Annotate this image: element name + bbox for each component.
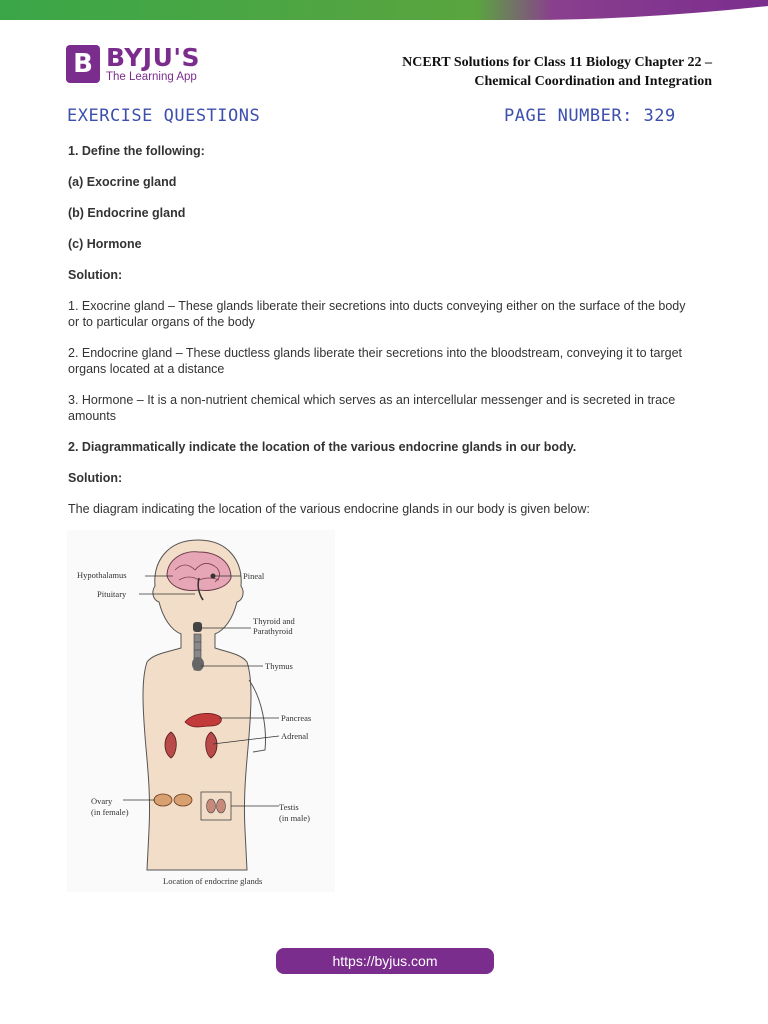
footer-url-link[interactable]: https://byjus.com [276, 948, 494, 974]
solution-label-2: Solution: [68, 471, 123, 485]
diagram-caption: Location of endocrine glands [163, 876, 263, 886]
label-adrenal: Adrenal [281, 731, 309, 741]
document-body [68, 143, 700, 517]
document-title-line1: NCERT Solutions for Class 11 Biology Chapter 22 – [402, 55, 712, 70]
question-1b: (b) Endocrine gland [68, 206, 186, 220]
solution-label-1: Solution: [68, 268, 123, 282]
document-title [332, 53, 712, 91]
label-pancreas: Pancreas [281, 713, 312, 723]
label-pineal: Pineal [243, 571, 265, 581]
brand-logo [66, 45, 226, 87]
question-2: 2. Diagrammatically indicate the location of the various endocrine glands in our body. [68, 440, 577, 454]
label-pituitary: Pituitary [97, 589, 127, 599]
label-thymus: Thymus [265, 661, 293, 671]
answer-endocrine: 2. Endocrine gland – These ductless glands liberate their secretions into the bloodstream, conveying it to target organs located at a distance [68, 346, 683, 376]
brand-name: BYJU'S [106, 43, 201, 72]
question-1c: (c) Hormone [68, 237, 142, 251]
page-number-heading: PAGE NUMBER: 329 [504, 106, 676, 126]
answer-q2-intro: The diagram indicating the location of the various endocrine glands in our body is given below: [68, 502, 590, 516]
endocrine-glands-diagram [67, 530, 335, 892]
label-ovary-1: Ovary [91, 796, 113, 806]
answer-hormone: 3. Hormone – It is a non-nutrient chemical which serves as an intercellular messenger and is secreted in trace amounts [68, 393, 676, 423]
label-thyroid-2: Parathyroid [253, 626, 293, 636]
label-testis-2: (in male) [279, 813, 310, 823]
label-testis-1: Testis [279, 802, 299, 812]
label-hypothalamus: Hypothalamus [77, 570, 127, 580]
label-thyroid-1: Thyroid and [253, 616, 295, 626]
top-banner [0, 0, 768, 22]
arm-outline [249, 680, 265, 752]
section-heading: EXERCISE QUESTIONS [67, 106, 261, 126]
question-1a: (a) Exocrine gland [68, 175, 177, 189]
logo-mark: B [66, 45, 100, 83]
label-ovary-2: (in female) [91, 807, 129, 817]
brand-tagline: The Learning App [106, 71, 197, 83]
document-title-line2: Chemical Coordination and Integration [474, 74, 712, 89]
answer-exocrine: 1. Exocrine gland – These glands liberate their secretions into ducts conveying either on the surface of the body or to particular organs of the body [68, 299, 686, 329]
question-1: 1. Define the following: [68, 144, 205, 158]
